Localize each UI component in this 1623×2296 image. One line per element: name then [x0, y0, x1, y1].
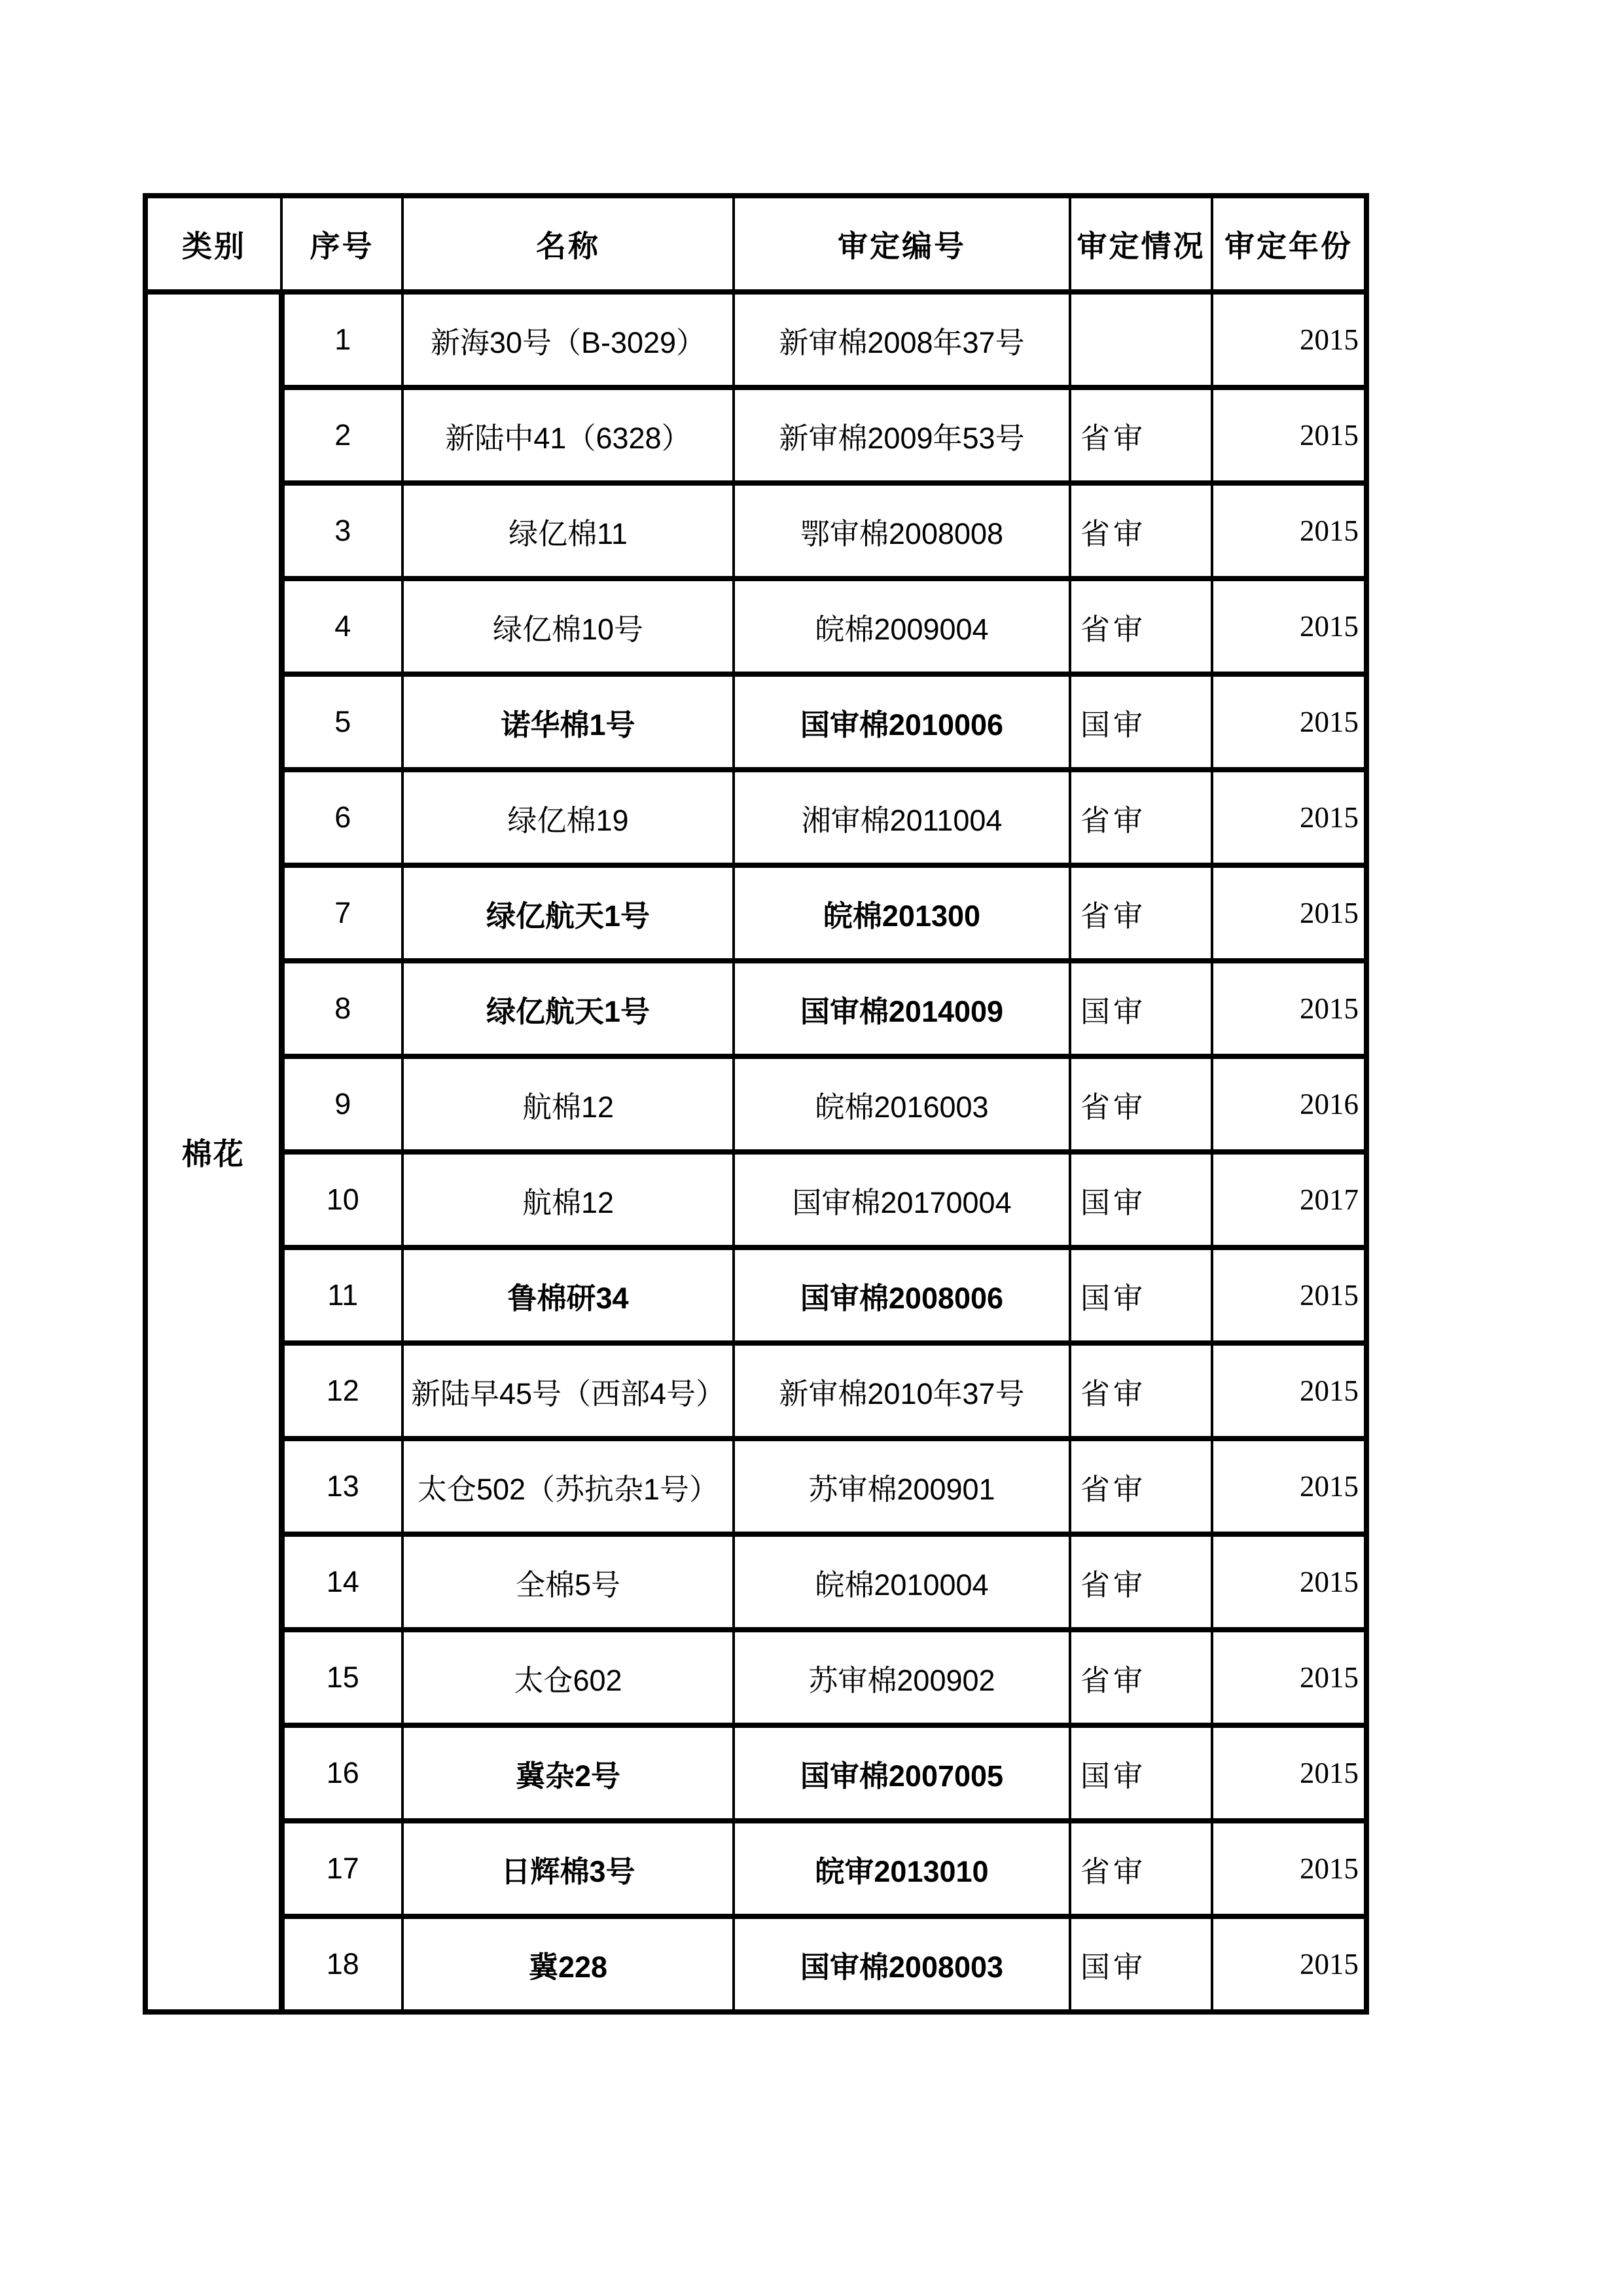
year-cell: 2015	[1212, 1821, 1366, 1916]
table-row	[145, 1916, 1366, 2012]
table-row	[145, 1725, 1366, 1821]
name-cell: 鲁棉研34	[402, 1247, 734, 1343]
year-cell: 2015	[1212, 1534, 1366, 1630]
status-cell: 省审	[1070, 1439, 1212, 1534]
code-cell: 皖棉201300	[734, 865, 1070, 961]
serial-cell: 4	[281, 579, 402, 674]
variety-approval-table	[143, 193, 1369, 2015]
year-cell: 2015	[1212, 1630, 1366, 1725]
serial-cell: 2	[281, 387, 402, 483]
status-cell: 省审	[1070, 579, 1212, 674]
serial-cell: 12	[281, 1343, 402, 1439]
table-row	[145, 674, 1366, 770]
code-cell: 苏审棉200901	[734, 1439, 1070, 1534]
table-row	[145, 1343, 1366, 1439]
name-cell: 绿亿棉11	[402, 483, 734, 579]
year-cell: 2015	[1212, 579, 1366, 674]
code-cell: 国审棉2008006	[734, 1247, 1070, 1343]
status-cell: 国审	[1070, 1152, 1212, 1247]
code-cell: 新审棉2008年37号	[734, 292, 1070, 387]
header-status: 审定情况	[1070, 196, 1212, 292]
status-cell: 省审	[1070, 1630, 1212, 1725]
year-cell: 2015	[1212, 1247, 1366, 1343]
status-cell: 省审	[1070, 1821, 1212, 1916]
code-cell: 苏审棉200902	[734, 1630, 1070, 1725]
year-cell: 2015	[1212, 1725, 1366, 1821]
table-row	[145, 483, 1366, 579]
header-category: 类别	[145, 196, 281, 292]
table-row	[145, 387, 1366, 483]
serial-cell: 7	[281, 865, 402, 961]
code-cell: 新审棉2009年53号	[734, 387, 1070, 483]
status-cell: 省审	[1070, 1056, 1212, 1152]
header-code: 审定编号	[734, 196, 1070, 292]
name-cell: 冀228	[402, 1916, 734, 2012]
name-cell: 日辉棉3号	[402, 1821, 734, 1916]
table-row	[145, 579, 1366, 674]
name-cell: 航棉12	[402, 1152, 734, 1247]
status-cell: 国审	[1070, 1247, 1212, 1343]
header-name: 名称	[402, 196, 734, 292]
year-cell: 2015	[1212, 770, 1366, 865]
code-cell: 国审棉2010006	[734, 674, 1070, 770]
year-cell: 2015	[1212, 674, 1366, 770]
serial-cell: 11	[281, 1247, 402, 1343]
table-row	[145, 865, 1366, 961]
name-cell: 全棉5号	[402, 1534, 734, 1630]
status-cell: 省审	[1070, 1534, 1212, 1630]
name-cell: 航棉12	[402, 1056, 734, 1152]
table-row	[145, 1439, 1366, 1534]
serial-cell: 8	[281, 961, 402, 1056]
code-cell: 国审棉2014009	[734, 961, 1070, 1056]
serial-cell: 9	[281, 1056, 402, 1152]
code-cell: 皖棉2009004	[734, 579, 1070, 674]
year-cell: 2015	[1212, 1439, 1366, 1534]
status-cell: 国审	[1070, 1916, 1212, 2012]
status-cell: 省审	[1070, 387, 1212, 483]
year-cell: 2015	[1212, 1343, 1366, 1439]
code-cell: 皖棉2016003	[734, 1056, 1070, 1152]
name-cell: 绿亿航天1号	[402, 865, 734, 961]
table-row	[145, 292, 1366, 387]
serial-cell: 13	[281, 1439, 402, 1534]
status-cell: 省审	[1070, 770, 1212, 865]
name-cell: 太仓502（苏抗杂1号）	[402, 1439, 734, 1534]
code-cell: 湘审棉2011004	[734, 770, 1070, 865]
table-row	[145, 1534, 1366, 1630]
header-row	[145, 196, 1366, 292]
status-cell: 省审	[1070, 1343, 1212, 1439]
code-cell: 鄂审棉2008008	[734, 483, 1070, 579]
serial-cell: 5	[281, 674, 402, 770]
table-row	[145, 1821, 1366, 1916]
table-row	[145, 1152, 1366, 1247]
year-cell: 2015	[1212, 483, 1366, 579]
year-cell: 2015	[1212, 961, 1366, 1056]
code-cell: 国审棉2008003	[734, 1916, 1070, 2012]
table-row	[145, 770, 1366, 865]
status-cell	[1070, 292, 1212, 387]
serial-cell: 14	[281, 1534, 402, 1630]
name-cell: 绿亿航天1号	[402, 961, 734, 1056]
table-row	[145, 1056, 1366, 1152]
status-cell: 国审	[1070, 1725, 1212, 1821]
status-cell: 省审	[1070, 483, 1212, 579]
category-cell: 棉花	[145, 292, 281, 2012]
name-cell: 新海30号（B-3029）	[402, 292, 734, 387]
code-cell: 皖审2013010	[734, 1821, 1070, 1916]
code-cell: 新审棉2010年37号	[734, 1343, 1070, 1439]
table-body	[145, 292, 1366, 2012]
name-cell: 新陆中41（6328）	[402, 387, 734, 483]
serial-cell: 17	[281, 1821, 402, 1916]
year-cell: 2015	[1212, 292, 1366, 387]
year-cell: 2015	[1212, 387, 1366, 483]
serial-cell: 18	[281, 1916, 402, 2012]
serial-cell: 15	[281, 1630, 402, 1725]
name-cell: 新陆早45号（西部4号）	[402, 1343, 734, 1439]
serial-cell: 1	[281, 292, 402, 387]
status-cell: 国审	[1070, 961, 1212, 1056]
header-year: 审定年份	[1212, 196, 1366, 292]
status-cell: 省审	[1070, 865, 1212, 961]
code-cell: 国审棉20170004	[734, 1152, 1070, 1247]
status-cell: 国审	[1070, 674, 1212, 770]
name-cell: 冀杂2号	[402, 1725, 734, 1821]
table-row	[145, 961, 1366, 1056]
code-cell: 国审棉2007005	[734, 1725, 1070, 1821]
code-cell: 皖棉2010004	[734, 1534, 1070, 1630]
serial-cell: 3	[281, 483, 402, 579]
year-cell: 2015	[1212, 1916, 1366, 2012]
name-cell: 绿亿棉19	[402, 770, 734, 865]
serial-cell: 16	[281, 1725, 402, 1821]
table-row	[145, 1247, 1366, 1343]
table-row	[145, 1630, 1366, 1725]
year-cell: 2015	[1212, 865, 1366, 961]
serial-cell: 6	[281, 770, 402, 865]
year-cell: 2017	[1212, 1152, 1366, 1247]
year-cell: 2016	[1212, 1056, 1366, 1152]
header-serial: 序号	[281, 196, 402, 292]
name-cell: 太仓602	[402, 1630, 734, 1725]
name-cell: 诺华棉1号	[402, 674, 734, 770]
name-cell: 绿亿棉10号	[402, 579, 734, 674]
serial-cell: 10	[281, 1152, 402, 1247]
